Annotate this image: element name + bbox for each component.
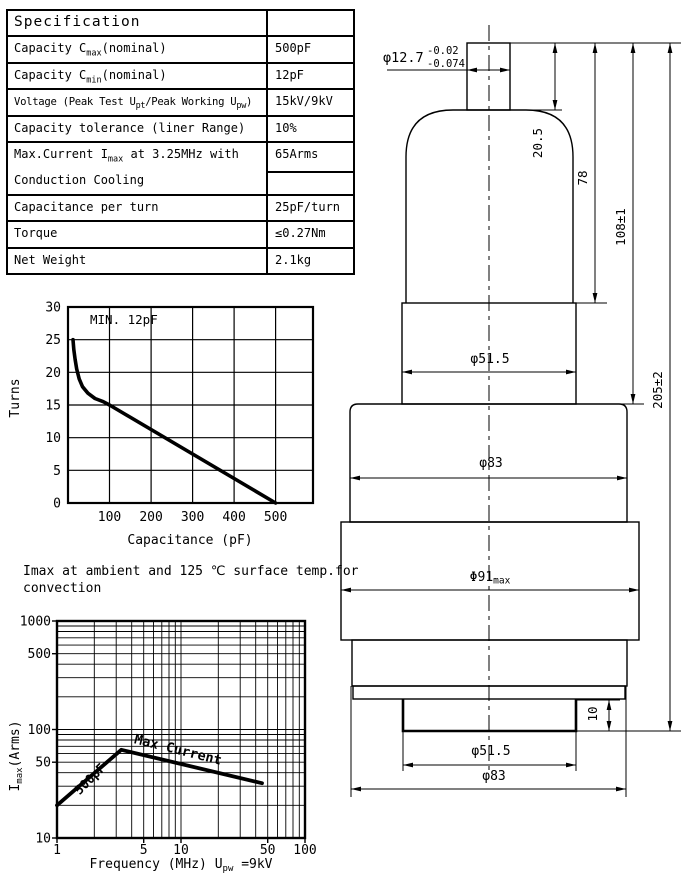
table-row — [8, 117, 353, 143]
row-value: 10% — [275, 120, 297, 135]
table-row — [8, 90, 353, 116]
y-tick-labels — [45, 301, 61, 512]
svg-text:50: 50 — [259, 843, 276, 858]
dim-shaft-length: 20.5 — [530, 127, 545, 159]
dim-shaft-tol-lower: -0.074 — [427, 58, 465, 70]
freq-chart-title — [23, 563, 359, 597]
min-capacity-annotation: MIN. 12pF — [90, 312, 158, 327]
spec-table — [6, 9, 355, 275]
row-value: 12pF — [275, 67, 304, 82]
dimension-lines — [341, 43, 670, 789]
x-tick-labels — [98, 510, 288, 525]
svg-text:10: 10 — [45, 431, 61, 447]
svg-text:200: 200 — [139, 510, 163, 525]
svg-text:30: 30 — [45, 300, 61, 316]
dim-stub-length: 10 — [585, 706, 600, 722]
dim-diameter-91max: Φ91max — [469, 570, 511, 587]
table-row — [8, 249, 353, 273]
row-label: Capacity $C_{min}(nominal)$ — [8, 64, 268, 88]
freq-chart-title-line2: convection — [23, 581, 102, 596]
table-title: Specification — [8, 11, 268, 35]
svg-text:400: 400 — [222, 510, 246, 525]
dim-top-section-length: 78 — [575, 170, 590, 186]
row-label: Capacity tolerance (liner Range) — [8, 117, 268, 141]
series-label-max-current: Max Current — [132, 731, 224, 769]
svg-text:100: 100 — [293, 843, 317, 858]
y-axis-label: $I_{max}(Arms)$ — [8, 720, 25, 792]
svg-text:5: 5 — [53, 463, 61, 479]
table-row — [8, 196, 353, 222]
svg-text:5: 5 — [139, 843, 148, 858]
row-label: Capacitance per turn — [8, 196, 268, 220]
imax-vs-frequency-chart — [5, 608, 345, 880]
dim-diameter-83-mid: φ83 — [479, 456, 503, 471]
y-axis-label: Turns — [8, 378, 23, 418]
svg-text:500: 500 — [27, 647, 51, 663]
row-value: 500pF — [275, 41, 312, 56]
row-label-line2: Conduction Cooling — [14, 173, 145, 188]
svg-text:0: 0 — [53, 496, 61, 512]
row-label: Capacity $C_{max}(nominal)$ — [8, 37, 268, 61]
dim-shaft-tol-upper: -0.02 — [427, 45, 459, 57]
row-value: 65Arms — [268, 143, 353, 173]
extension-lines — [351, 43, 681, 797]
svg-text:100: 100 — [27, 723, 51, 738]
row-label: Max.Current $I_{max}$ at 3.25MHz with Conduction Cooling — [8, 143, 268, 194]
table-row-merged — [8, 143, 353, 196]
svg-text:50: 50 — [35, 755, 51, 771]
dim-shaft-diameter: φ12.7 — [383, 50, 424, 66]
svg-text:15: 15 — [45, 398, 61, 414]
x-axis-label: Capacitance (pF) — [127, 533, 253, 548]
row-value: 15kV/9kV — [275, 94, 333, 109]
row-value: 2.1kg — [275, 252, 312, 267]
x-tick-labels — [53, 838, 317, 858]
dim-diameter-515-bottom: φ51.5 — [471, 744, 511, 759]
turns-vs-capacitance-chart — [5, 288, 337, 560]
dim-diameter-515-top: φ51.5 — [470, 352, 510, 367]
row-label: Net Weight — [8, 249, 268, 273]
svg-text:10: 10 — [173, 843, 189, 858]
series-label-500pf: 500pF — [71, 760, 109, 798]
row-value: ≤0.27Nm — [275, 226, 326, 241]
svg-text:300: 300 — [180, 510, 205, 525]
svg-text:100: 100 — [97, 510, 122, 525]
svg-text:25: 25 — [45, 333, 61, 349]
svg-text:1000: 1000 — [19, 614, 51, 630]
dim-diameter-83-bottom: φ83 — [482, 769, 506, 784]
row-label: Torque — [8, 222, 268, 246]
row-label: Voltage (Peak Test $U_{pt}$/Peak Working $U_{pw}$) — [8, 90, 268, 114]
freq-chart-title-line1: Imax at ambient and 125 ℃ surface temp.for — [23, 564, 359, 579]
y-tick-labels — [20, 615, 57, 847]
capacitor-outline-drawing — [335, 15, 697, 815]
svg-text:10: 10 — [35, 831, 51, 847]
part-outline — [341, 43, 639, 731]
table-row — [8, 222, 353, 248]
table-header-row — [8, 11, 353, 37]
dim-total-length: 205±2 — [650, 371, 665, 409]
row-value: 25pF/turn — [275, 199, 341, 214]
svg-text:500: 500 — [263, 510, 288, 525]
dim-body-length: 108±1 — [613, 208, 628, 246]
table-row — [8, 64, 353, 90]
svg-text:20: 20 — [45, 365, 61, 381]
svg-text:1: 1 — [53, 843, 61, 858]
grid — [68, 307, 313, 503]
x-axis-label: Frequency (MHz) $U_{pw} =9kV$ — [89, 857, 273, 874]
log-grid — [57, 621, 305, 838]
turns-curve — [73, 340, 276, 503]
table-row — [8, 37, 353, 63]
